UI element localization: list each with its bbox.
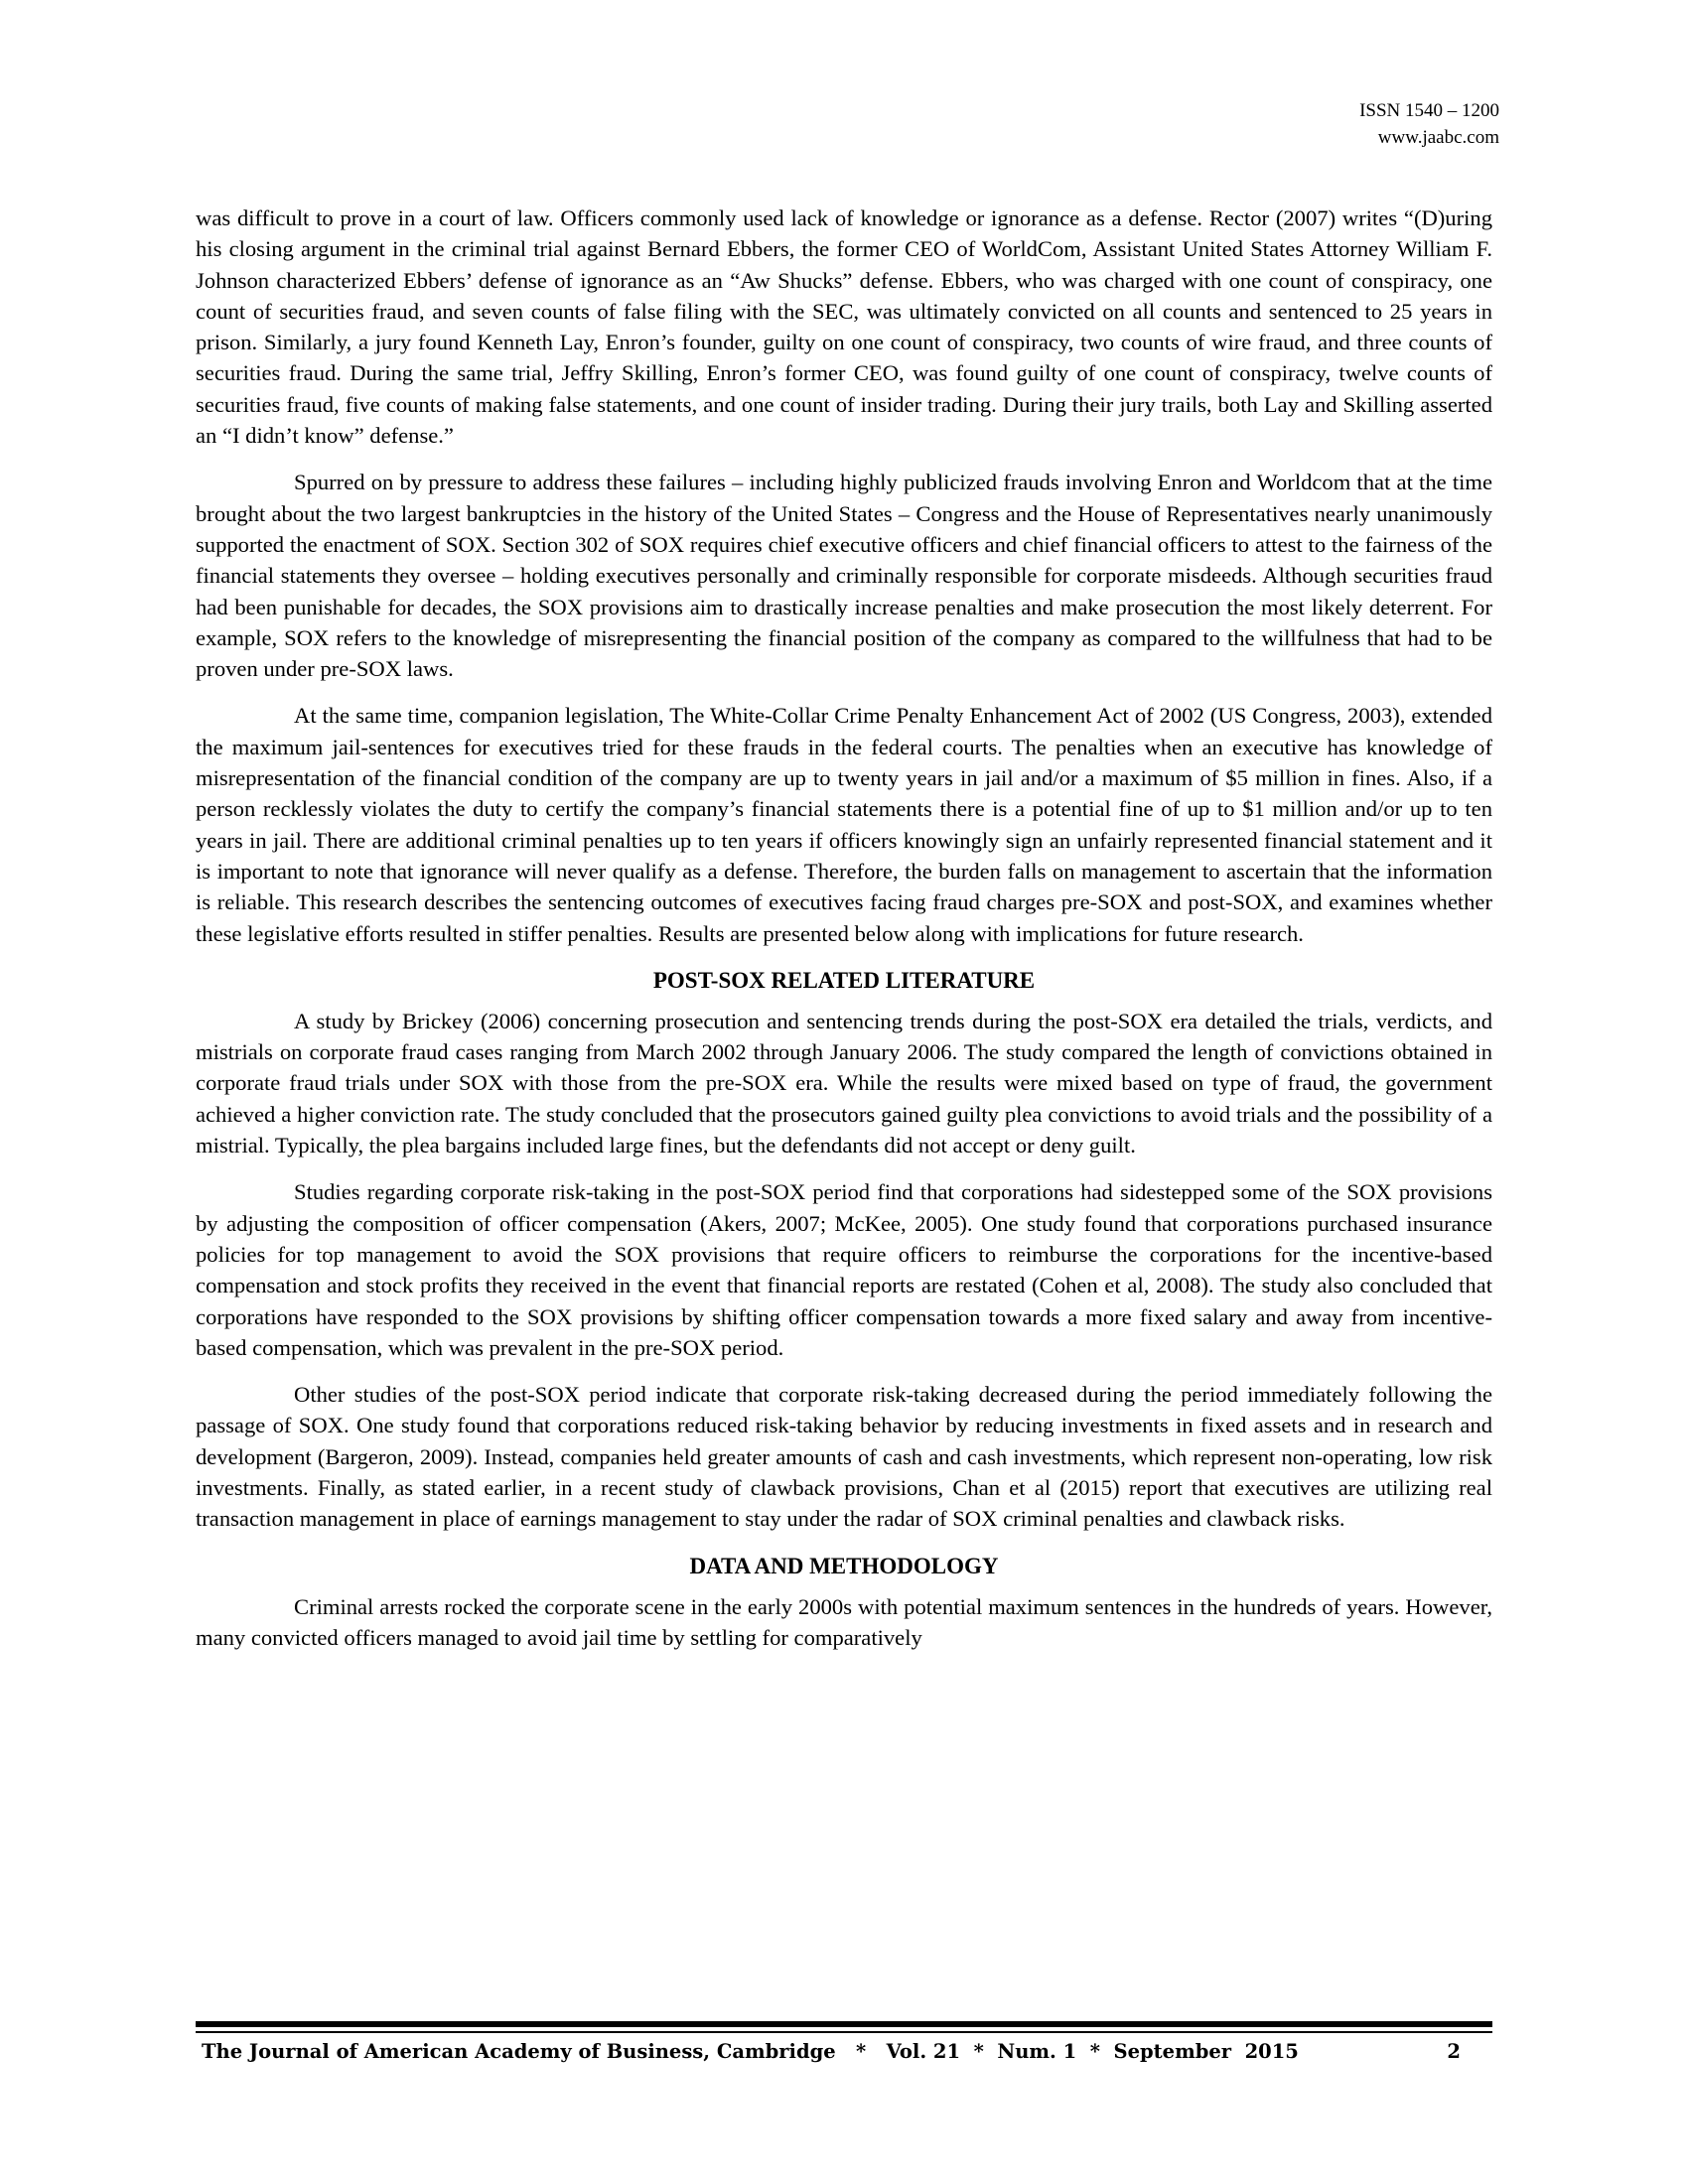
page-header: [1359, 97, 1499, 151]
footer-rule: [196, 2031, 1492, 2033]
website-label: www.jaabc.com: [1377, 127, 1499, 148]
article-body: [196, 203, 1492, 1653]
issn-label: ISSN 1540 – 1200: [1359, 100, 1499, 121]
body-paragraph: Studies regarding corporate risk-taking in the post-SOX period find that corporations had sidestepped some of the SOX provisions by adjusting the composition of officer compensation (Akers, 2007; McKee, 2005). One study found that corporations purchased insurance policies for top management to avoid the SOX provisions that require officers to reimburse the corporations for the incentive-based compensation and stock profits they received in the event that financial reports are restated (Cohen et al, 2008). The study also concluded that corporations have responded to the SOX provisions by shifting officer compensation towards a more fixed salary and away from incentive-based compensation, which was prevalent in the pre-SOX period.: [196, 1179, 1492, 1360]
page-number: 2: [1447, 2040, 1461, 2063]
body-paragraph: At the same time, companion legislation, The White-Collar Crime Penalty Enhancement Act of 2002 (US Congress, 2003), extended the maximum jail-sentences for executives tried for these frauds in the federal courts. The penalties when an executive has knowledge of misrepresentation of the financial condition of the company are up to twenty years in jail and/or a maximum of $5 million in fines. Also, if a person recklessly violates the duty to certify the company’s financial statements there is a potential fine of up to $1 million and/or up to ten years in jail. There are additional criminal penalties up to ten years if officers knowingly sign an unfairly represented financial statement and it is important to note that ignorance will never qualify as a defense. Therefore, the burden falls on management to ascertain that the information is reliable. This research describes the sentencing outcomes of executives facing fraud charges pre-SOX and post-SOX, and examines whether these legislative efforts resulted in stiffer penalties. Results are presented below along with implications for future research.: [196, 703, 1492, 946]
footer-rule: [196, 2021, 1492, 2027]
section-heading-literature: POST-SOX RELATED LITERATURE: [652, 967, 1036, 993]
section-heading-methodology: DATA AND METHODOLOGY: [689, 1553, 999, 1578]
footer-journal-citation: The Journal of American Academy of Business, Cambridge * Vol. 21 * Num. 1 * September 2015: [202, 2040, 1299, 2063]
body-paragraph: Spurred on by pressure to address these failures – including highly publicized frauds involving Enron and Worldcom that at the time brought about the two largest bankruptcies in the history of the United States – Congress and the House of Representatives nearly unanimously supported the enactment of SOX. Section 302 of SOX requires chief executive officers and chief financial officers to attest to the fairness of the financial statements they oversee – holding executives personally and criminally responsible for corporate misdeeds. Although securities fraud had been punishable for decades, the SOX provisions aim to drastically increase penalties and make prosecution the most likely deterrent. For example, SOX refers to the knowledge of misrepresenting the financial position of the company as compared to the willfulness that had to be proven under pre-SOX laws.: [196, 470, 1492, 682]
body-paragraph: was difficult to prove in a court of law. Officers commonly used lack of knowledge or ignorance as a defense. Rector (2007) writes “(D)uring his closing argument in the criminal trial against Bernard Ebbers, the former CEO of WorldCom, Assistant United States Attorney William F. Johnson characterized Ebbers’ defense of ignorance as an “Aw Shucks” defense. Ebbers, who was charged with one count of conspiracy, one count of securities fraud, and seven counts of false filing with the SEC, was ultimately convicted on all counts and sentenced to 25 years in prison. Similarly, a jury found Kenneth Lay, Enron’s founder, guilty on one count of conspiracy, two counts of wire fraud, and three counts of securities fraud. During the same trial, Jeffry Skilling, Enron’s former CEO, was found guilty of one count of conspiracy, twelve counts of securities fraud, five counts of making false statements, and one count of insider trading. During their jury trails, both Lay and Skilling asserted an “I didn’t know” defense.”: [196, 205, 1492, 449]
body-paragraph: Other studies of the post-SOX period indicate that corporate risk-taking decreased during the period immediately following the passage of SOX. One study found that corporations reduced risk-taking behavior by reducing investments in fixed assets and in research and development (Bargeron, 2009). Instead, companies held greater amounts of cash and cash investments, which represent non-operating, low risk investments. Finally, as stated earlier, in a recent study of clawback provisions, Chan et al (2015) report that executives are utilizing real transaction management in place of earnings management to stay under the radar of SOX criminal penalties and clawback risks.: [196, 1382, 1492, 1532]
body-paragraph: Criminal arrests rocked the corporate scene in the early 2000s with potential maximum sentences in the hundreds of years. However, many convicted officers managed to avoid jail time by settling for comparatively: [196, 1593, 1492, 1650]
body-paragraph: A study by Brickey (2006) concerning prosecution and sentencing trends during the post-SOX era detailed the trials, verdicts, and mistrials on corporate fraud cases ranging from March 2002 through January 2006. The study compared the length of convictions obtained in corporate fraud trials under SOX with those from the pre-SOX era. While the results were mixed based on type of fraud, the government achieved a higher conviction rate. The study concluded that the prosecutors gained guilty plea convictions to avoid trials and the possibility of a mistrial. Typically, the plea bargains included large fines, but the defendants did not accept or deny guilt.: [196, 1008, 1492, 1159]
